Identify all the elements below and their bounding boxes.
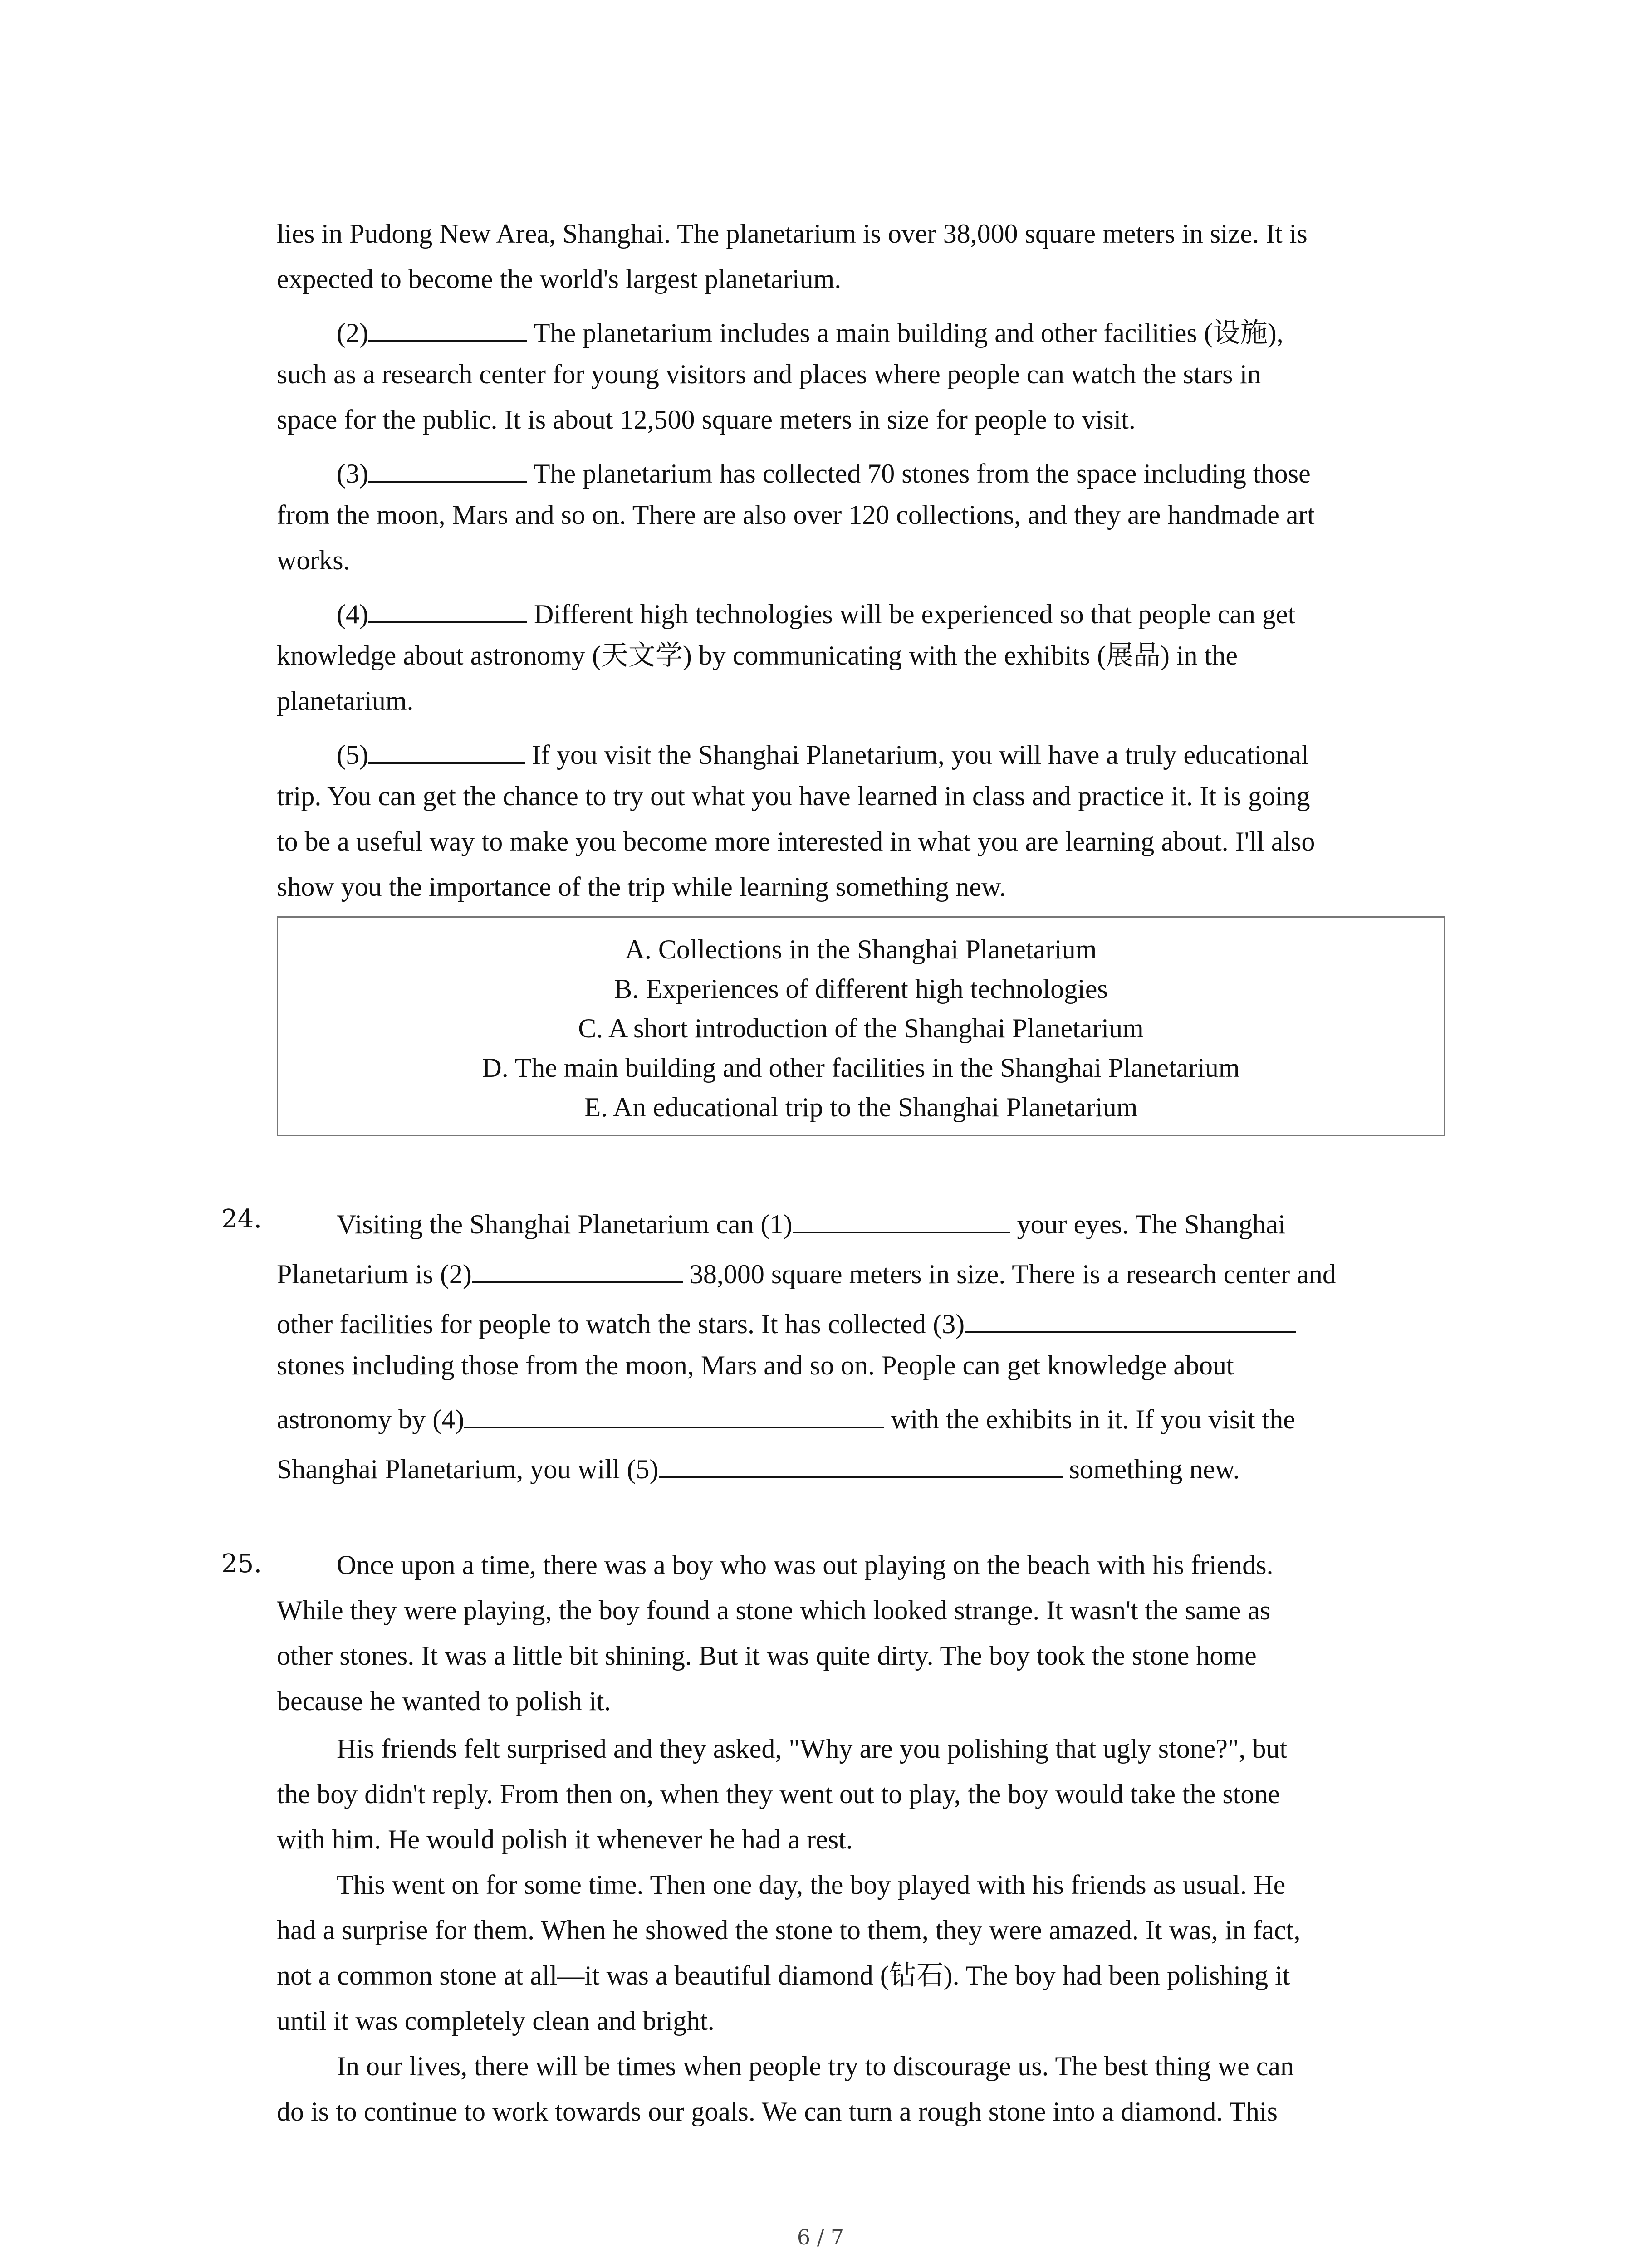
answer-blank[interactable] (965, 1306, 1296, 1333)
answer-blank[interactable] (659, 1452, 1063, 1478)
q24-line: stones including those from the moon, Mars and so on. People can get knowledge about (277, 1350, 1234, 1380)
passage-line: trip. You can get the chance to try out what you have learned in class and practice it. It is going (277, 781, 1310, 811)
passage-line: to be a useful way to make you become more interested in what you are learning about. I'll also (277, 826, 1315, 856)
story-line: His friends felt surprised and they asked, "Why are you polishing that ugly stone?", but (337, 1734, 1288, 1764)
passage-line: such as a research center for young visitors and places where people can watch the stars in (277, 359, 1261, 389)
story-line: In our lives, there will be times when people try to discourage us. The best thing we can (337, 2051, 1294, 2081)
option-c: C. A short introduction of the Shanghai Planetarium (578, 1013, 1144, 1043)
question-number-24: 24. (221, 1204, 262, 1234)
story-line: until it was completely clean and bright. (277, 2006, 715, 2036)
blank-item-2 (337, 315, 1283, 347)
options-box (277, 916, 1445, 1136)
passage-line: show you the importance of the trip while learning something new. (277, 872, 1006, 902)
blank-item-4 (337, 596, 1295, 628)
passage-line: works. (277, 545, 350, 575)
story-line: because he wanted to polish it. (277, 1686, 611, 1716)
story-line: do is to continue to work towards our goals. We can turn a rough stone into a diamond. This (277, 2097, 1278, 2126)
q24-line: Visiting the Shanghai Planetarium can (1) your eyes. The Shanghai (337, 1207, 1286, 1238)
q24-line: Planetarium is (2) 38,000 square meters in size. There is a research center and (277, 1256, 1336, 1288)
option-e: E. An educational trip to the Shanghai Planetarium (584, 1092, 1138, 1122)
passage-line: knowledge about astronomy (天文学) by communicating with the exhibits (展品) in the (277, 640, 1238, 670)
story-line: with him. He would polish it whenever he had a rest. (277, 1824, 853, 1854)
story-line: the boy didn't reply. From then on, when they went out to play, the boy would take the stone (277, 1779, 1280, 1809)
page-number: 6 / 7 (797, 2225, 844, 2249)
passage-line: space for the public. It is about 12,500 square meters in size for people to visit. (277, 405, 1136, 435)
item-text: The planetarium has collected 70 stones from the space including those (527, 459, 1311, 489)
story-line: had a surprise for them. When he showed the stone to them, they were amazed. It was, in fact, (277, 1915, 1301, 1945)
q24-line: other facilities for people to watch the stars. It has collected (3) (277, 1306, 1296, 1338)
item-text: Different high technologies will be experienced so that people can get (527, 599, 1296, 629)
option-a: A. Collections in the Shanghai Planetarium (625, 934, 1097, 964)
item-number: (2) (337, 318, 368, 348)
story-line: While they were playing, the boy found a stone which looked strange. It wasn't the same as (277, 1595, 1271, 1625)
answer-blank[interactable] (368, 737, 525, 764)
story-line: not a common stone at all—it was a beautiful diamond (钻石). The boy had been polishing it (277, 1960, 1290, 1990)
question-number-25: 25. (221, 1549, 262, 1579)
blank-item-3 (337, 456, 1311, 487)
answer-blank[interactable] (793, 1207, 1010, 1233)
answer-blank[interactable] (464, 1402, 884, 1428)
q24-line: Shanghai Planetarium, you will (5) something new. (277, 1452, 1240, 1483)
q24-line: astronomy by (4) with the exhibits in it. If you visit the (277, 1402, 1295, 1433)
item-number: (5) (337, 740, 368, 770)
answer-blank[interactable] (472, 1256, 683, 1283)
passage-line: from the moon, Mars and so on. There are also over 120 collections, and they are handmade art (277, 500, 1315, 530)
blank-item-5 (337, 737, 1309, 768)
item-text: If you visit the Shanghai Planetarium, you will have a truly educational (524, 740, 1309, 770)
item-number: (3) (337, 459, 368, 489)
story-line: Once upon a time, there was a boy who was out playing on the beach with his friends. (337, 1550, 1274, 1580)
option-b: B. Experiences of different high technologies (614, 974, 1108, 1004)
answer-blank[interactable] (368, 456, 527, 483)
item-number: (4) (337, 599, 368, 629)
passage-line: lies in Pudong New Area, Shanghai. The planetarium is over 38,000 square meters in size. It is (277, 219, 1308, 249)
story-line: This went on for some time. Then one day, the boy played with his friends as usual. He (337, 1870, 1286, 1900)
answer-blank[interactable] (368, 596, 527, 623)
answer-blank[interactable] (368, 315, 527, 342)
passage-line: planetarium. (277, 686, 414, 716)
option-d: D. The main building and other facilities in the Shanghai Planetarium (482, 1053, 1240, 1083)
story-line: other stones. It was a little bit shining. But it was quite dirty. The boy took the stone home (277, 1641, 1257, 1671)
item-text: The planetarium includes a main building and other facilities (设施), (527, 318, 1283, 348)
passage-line: expected to become the world's largest planetarium. (277, 264, 842, 294)
